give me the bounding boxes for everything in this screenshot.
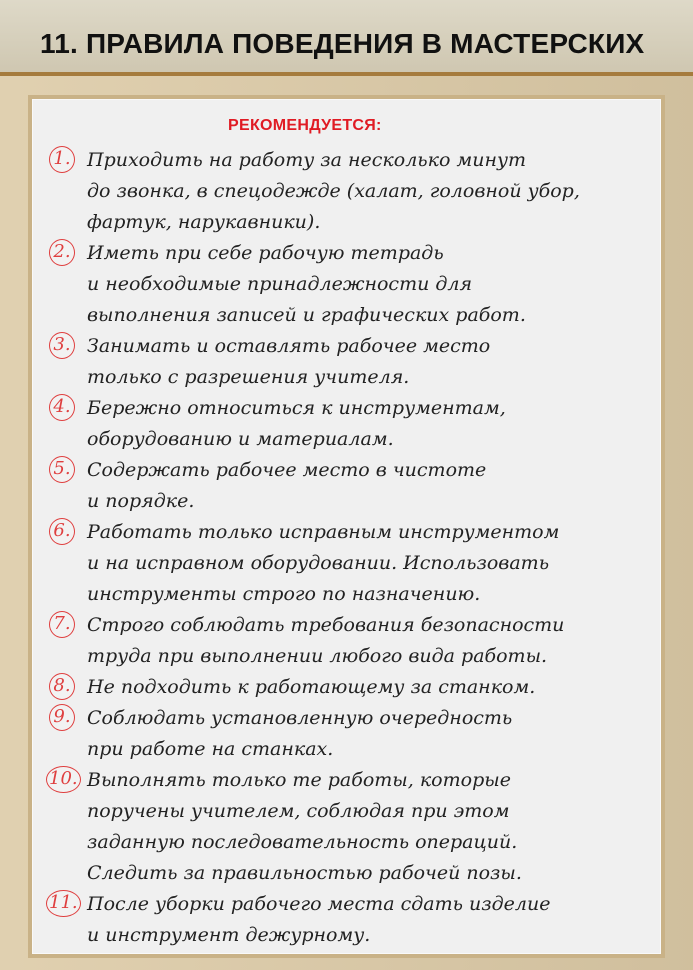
rule-text-line: Приходить на работу за несколько минут xyxy=(87,149,527,171)
rule-text-line: только с разрешения учителя. xyxy=(87,366,410,388)
rule-text-line: выполнения записей и графических работ. xyxy=(87,304,526,326)
rule-text-line: труда при выполнении любого вида работы. xyxy=(87,645,548,667)
rule-text-line: Иметь при себе рабочую тетрадь xyxy=(87,242,444,264)
rule-text-line: Следить за правильностью рабочей позы. xyxy=(87,862,522,884)
rule-text-line: Занимать и оставлять рабочее место xyxy=(87,335,491,357)
rule-item xyxy=(49,331,649,393)
rule-item xyxy=(49,610,649,672)
rule-item xyxy=(49,238,649,331)
rule-text-line: поручены учителем, соблюдая при этом xyxy=(87,800,510,822)
rule-number: 7. xyxy=(49,611,75,638)
poster-header xyxy=(0,0,693,76)
rule-text-line: Строго соблюдать требования безопасности xyxy=(87,614,565,636)
rules-list xyxy=(49,145,649,951)
rule-text-line: Работать только исправным инструментом xyxy=(87,521,560,543)
rule-number: 5. xyxy=(49,456,75,483)
rule-number: 11. xyxy=(46,890,81,917)
rule-text-line: и на исправном оборудовании. Использовать xyxy=(87,552,550,574)
rule-text-line: фартук, нарукавники). xyxy=(87,211,321,233)
rule-text-line: и инструмент дежурному. xyxy=(87,924,371,946)
rule-text-line: Бережно относиться к инструментам, xyxy=(87,397,506,419)
rule-item xyxy=(49,672,649,703)
rule-item xyxy=(49,703,649,765)
rule-text-line: и порядке. xyxy=(87,490,195,512)
rule-number: 9. xyxy=(49,704,75,731)
rule-text-line: заданную последовательность операций. xyxy=(87,831,518,853)
rule-number: 1. xyxy=(49,146,75,173)
rule-number: 3. xyxy=(49,332,75,359)
rule-text-line: инструменты строго по назначению. xyxy=(87,583,481,605)
rule-item xyxy=(49,889,649,951)
rule-number: 4. xyxy=(49,394,75,421)
rule-text-line: Соблюдать установленную очередность xyxy=(87,707,513,729)
section-subtitle: РЕКОМЕНДУЕТСЯ: xyxy=(228,117,382,134)
rule-item xyxy=(49,517,649,610)
rule-item xyxy=(49,455,649,517)
rule-item xyxy=(49,393,649,455)
rule-item xyxy=(49,765,649,889)
rule-text-line: при работе на станках. xyxy=(87,738,334,760)
rule-number: 8. xyxy=(49,673,75,700)
rule-text-line: Выполнять только те работы, которые xyxy=(87,769,511,791)
rule-text-line: и необходимые принадлежности для xyxy=(87,273,473,295)
rule-number: 2. xyxy=(49,239,75,266)
rule-text-line: Содержать рабочее место в чистоте xyxy=(87,459,487,481)
page-title: 11. ПРАВИЛА ПОВЕДЕНИЯ В МАСТЕРСКИХ xyxy=(40,28,645,59)
rule-number: 10. xyxy=(46,766,81,793)
rule-text-line: После уборки рабочего места сдать изделие xyxy=(87,893,551,915)
rule-text-line: оборудованию и материалам. xyxy=(87,428,394,450)
rule-number: 6. xyxy=(49,518,75,545)
rule-text-line: до звонка, в спецодежде (халат, головной убор, xyxy=(87,180,580,202)
rule-item xyxy=(49,145,649,238)
rule-text-line: Не подходить к работающему за станком. xyxy=(87,676,536,698)
